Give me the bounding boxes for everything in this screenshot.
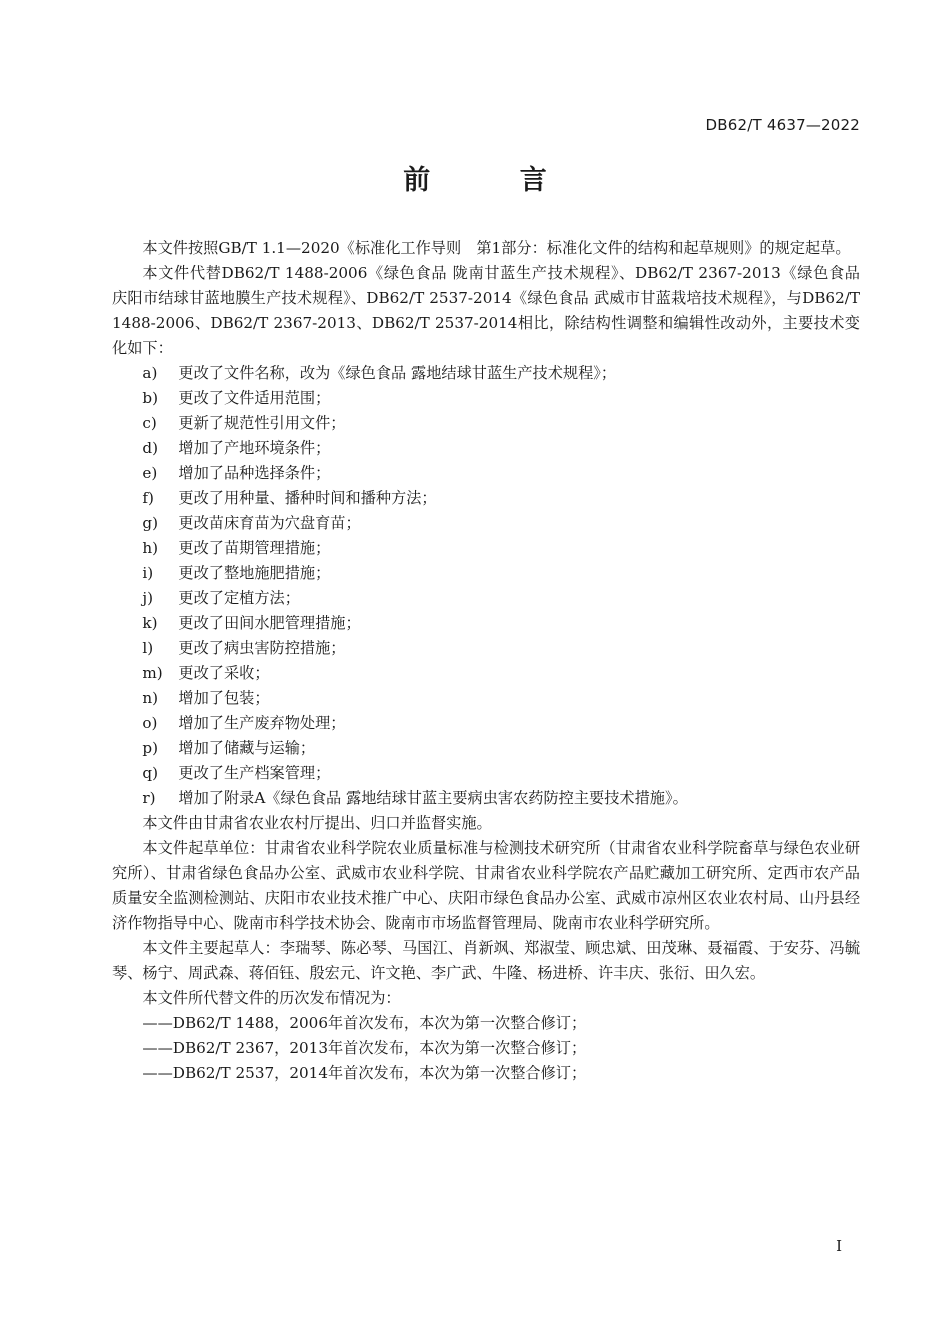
list-item xyxy=(112,361,860,386)
list-item xyxy=(112,786,860,811)
list-marker: a) xyxy=(142,364,158,382)
list-item xyxy=(112,436,860,461)
list-text: 增加了品种选择条件； xyxy=(178,464,331,482)
list-text: 增加了附录A《绿色食品 露地结球甘蓝主要病虫害农药防控主要技术措施》。 xyxy=(178,789,688,807)
list-text: 更改了病虫害防控措施； xyxy=(178,639,346,657)
list-marker: i) xyxy=(142,564,154,582)
list-text: 更改苗床育苗为穴盘育苗； xyxy=(178,514,361,532)
page-title: 前 言 xyxy=(403,165,587,196)
list-text: 增加了产地环境条件； xyxy=(178,439,331,457)
list-item xyxy=(112,611,860,636)
list-item xyxy=(112,511,860,536)
paragraph-drafters: 本文件主要起草人：李瑞琴、陈必琴、马国江、肖新飒、郑淑莹、顾忠斌、田茂琳、聂福霞、于安芬、冯毓琴、杨宁、周武森、蒋佰钰、殷宏元、许文艳、李广武、牛隆、杨进桥、许丰庆、张衍、田久宏。 xyxy=(112,939,860,982)
list-text: 更改了生产档案管理； xyxy=(178,764,331,782)
changes-list xyxy=(112,361,860,811)
list-marker: p) xyxy=(142,739,159,757)
list-item xyxy=(112,661,860,686)
list-item xyxy=(112,561,860,586)
list-text: 更新了规范性引用文件； xyxy=(178,414,346,432)
list-item xyxy=(112,586,860,611)
list-marker: b) xyxy=(142,389,159,407)
paragraph-replacement: 本文件代替DB62/T 1488-2006《绿色食品 陇南甘蓝生产技术规程》、DB62/T 2367-2013《绿色食品 庆阳市结球甘蓝地膜生产技术规程》、DB62/T 2537-2014《绿色食品 武威市甘蓝栽培技术规程》，与DB62/T 1488-2006、DB62/T 2367-2013、DB62/T 2537-2014相比，除结构性调整和编辑性改动外，主要技术变化如下： xyxy=(112,264,860,357)
list-text: 更改了苗期管理措施； xyxy=(178,539,331,557)
list-item xyxy=(112,736,860,761)
list-marker: e) xyxy=(142,464,158,482)
history-item: ——DB62/T 2367，2013年首次发布，本次为第一次整合修订； xyxy=(142,1039,587,1057)
list-item xyxy=(112,686,860,711)
list-text: 增加了包装； xyxy=(178,689,270,707)
list-text: 增加了生产废弃物处理； xyxy=(178,714,346,732)
list-marker: g) xyxy=(142,514,159,532)
list-text: 更改了田间水肥管理措施； xyxy=(178,614,361,632)
paragraph-proposer: 本文件由甘肃省农业农村厅提出、归口并监督实施。 xyxy=(142,814,492,832)
list-item xyxy=(112,761,860,786)
list-marker: j) xyxy=(142,589,154,607)
list-text: 更改了采收； xyxy=(178,664,270,682)
list-item xyxy=(112,536,860,561)
list-text: 更改了用种量、播种时间和播种方法； xyxy=(178,489,437,507)
list-text: 更改了文件名称，改为《绿色食品 露地结球甘蓝生产技术规程》； xyxy=(178,364,617,382)
list-marker: o) xyxy=(142,714,158,732)
standard-number: DB62/T 4637—2022 xyxy=(705,116,860,134)
list-item xyxy=(112,461,860,486)
list-text: 更改了定植方法； xyxy=(178,589,300,607)
paragraph-history-intro: 本文件所代替文件的历次发布情况为： xyxy=(142,989,401,1007)
list-marker: l) xyxy=(142,639,154,657)
document-body xyxy=(112,236,860,1086)
list-marker: h) xyxy=(142,539,159,557)
paragraph-drafting-basis: 本文件按照GB/T 1.1—2020《标准化工作导则 第1部分：标准化文件的结构和起草规则》的规定起草。 xyxy=(142,239,851,257)
list-item xyxy=(112,711,860,736)
list-item xyxy=(112,411,860,436)
list-marker: m) xyxy=(142,664,163,682)
list-marker: k) xyxy=(142,614,158,632)
paragraph-drafting-units: 本文件起草单位：甘肃省农业科学院农业质量标准与检测技术研究所（甘肃省农业科学院畜草与绿色农业研究所）、甘肃省绿色食品办公室、武威市农业科学院、甘肃省农业科学院农产品贮藏加工研究所、定西市农产品质量安全监测检测站、庆阳市农业技术推广中心、庆阳市绿色食品办公室、武威市凉州区农业农村局、山丹县经济作物指导中心、陇南市科学技术协会、陇南市市场监督管理局、陇南市农业科学研究所。 xyxy=(112,839,860,932)
list-marker: c) xyxy=(142,414,157,432)
history-item: ——DB62/T 2537，2014年首次发布，本次为第一次整合修订； xyxy=(142,1064,587,1082)
page-number: I xyxy=(836,1237,842,1255)
list-marker: r) xyxy=(142,789,156,807)
history-item: ——DB62/T 1488，2006年首次发布，本次为第一次整合修订； xyxy=(142,1014,587,1032)
list-text: 增加了储藏与运输； xyxy=(178,739,316,757)
list-marker: n) xyxy=(142,689,159,707)
list-marker: f) xyxy=(142,489,154,507)
list-item xyxy=(112,636,860,661)
list-text: 更改了文件适用范围； xyxy=(178,389,331,407)
list-item xyxy=(112,486,860,511)
list-marker: q) xyxy=(142,764,159,782)
list-marker: d) xyxy=(142,439,159,457)
list-text: 更改了整地施肥措施； xyxy=(178,564,331,582)
list-item xyxy=(112,386,860,411)
